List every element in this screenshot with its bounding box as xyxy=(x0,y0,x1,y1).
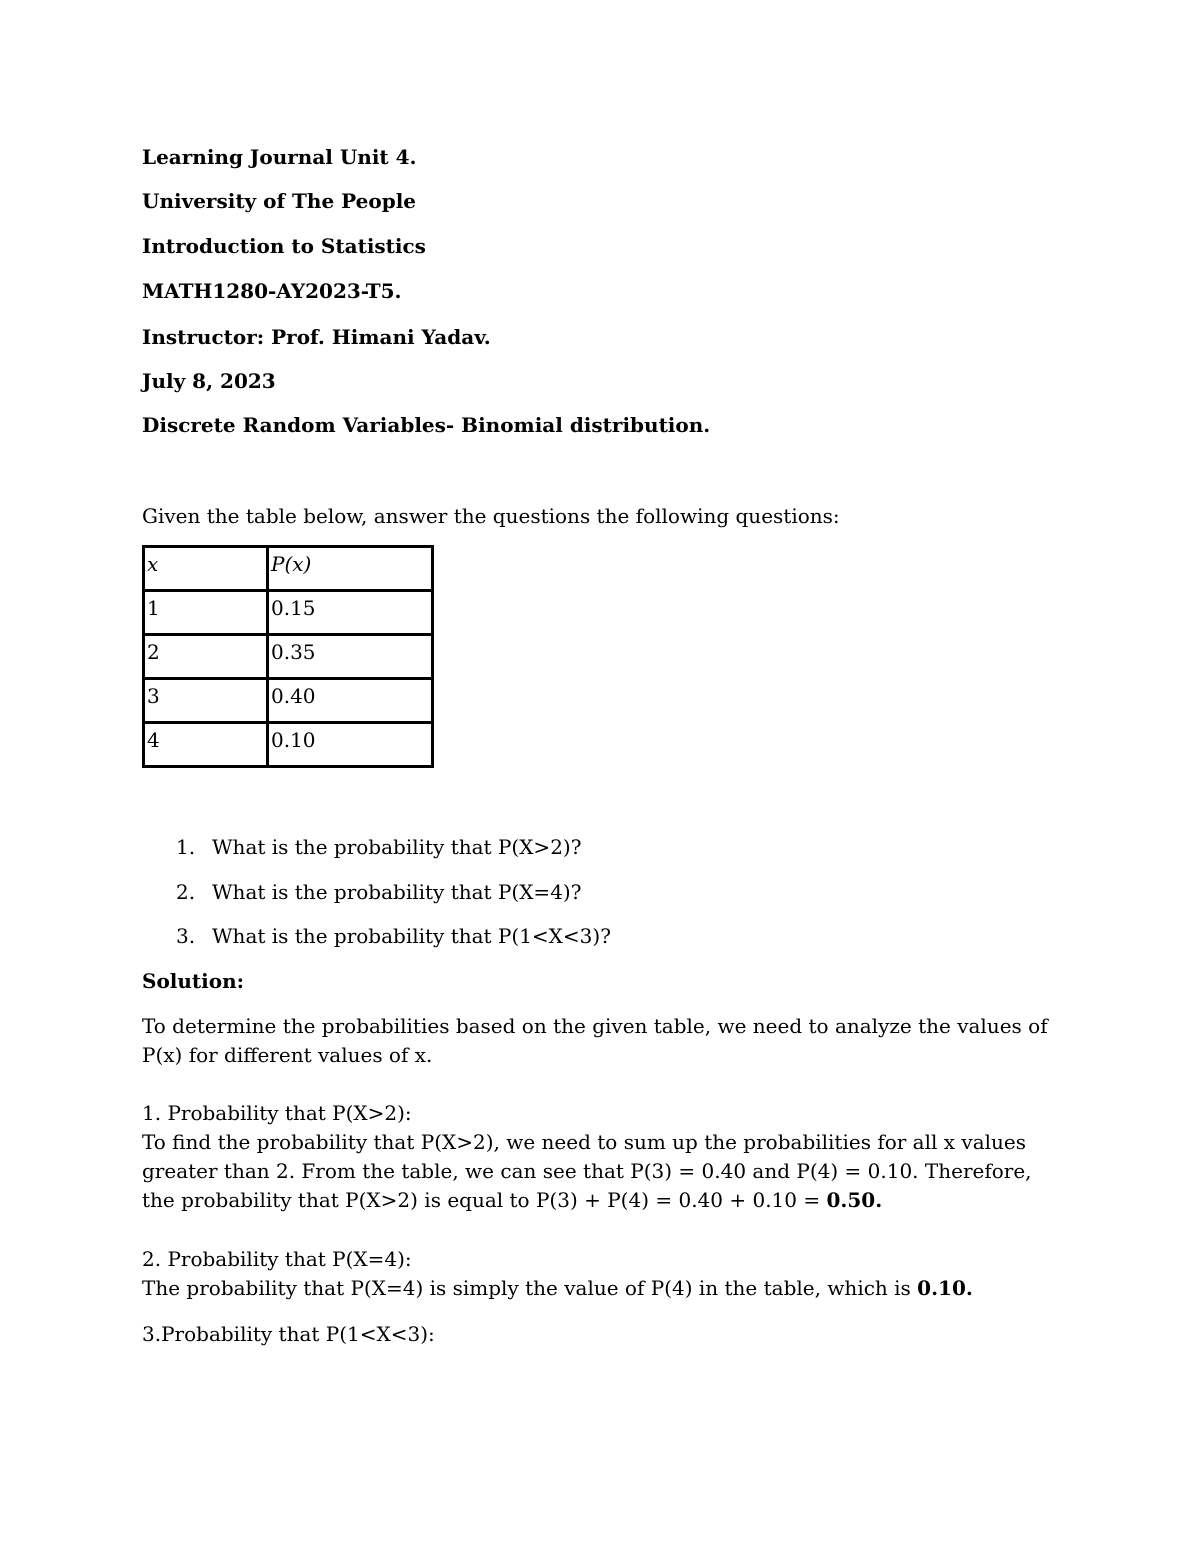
table-row xyxy=(144,635,433,679)
table-cell: 0.10 xyxy=(268,723,433,767)
table-cell: 0.40 xyxy=(268,679,433,723)
topic-line: Discrete Random Variables- Binomial distribution. xyxy=(142,413,711,437)
table-row xyxy=(144,679,433,723)
solution-part-2 xyxy=(142,1245,1062,1303)
part-2-title: 2. Probability that P(X=4): xyxy=(142,1247,412,1271)
journal-title: Learning Journal Unit 4. xyxy=(142,145,417,169)
part-2-body-text: The probability that P(X=4) is simply the value of P(4) in the table, which is xyxy=(142,1276,918,1300)
course-name: Introduction to Statistics xyxy=(142,234,426,258)
table-header-cell: x xyxy=(144,547,268,591)
university-name: University of The People xyxy=(142,189,417,213)
part-1-body xyxy=(142,1128,1062,1215)
question-number: 2. xyxy=(176,879,196,904)
table-row xyxy=(144,591,433,635)
table-cell: 1 xyxy=(144,591,268,635)
part-1-title: 1. Probability that P(X>2): xyxy=(142,1101,412,1125)
solution-part-3 xyxy=(142,1320,1062,1349)
table-cell: 4 xyxy=(144,723,268,767)
part-1-body-text: To find the probability that P(X>2), we need to sum up the probabilities for all x values greater than 2. From the table, we can see that P(3) = 0.40 and P(4) = 0.10. Therefore, the probability that P(X>2) is equal to P(3) + P(4) = 0.40 + 0.10 = xyxy=(142,1130,1032,1212)
question-text: What is the probability that P(1<X<3)? xyxy=(212,924,611,948)
table-header-row xyxy=(144,547,433,591)
solution-heading: Solution: xyxy=(142,969,245,993)
solution-intro xyxy=(142,1012,1062,1070)
part-2-answer: 0.10. xyxy=(917,1276,973,1300)
table-cell: 0.35 xyxy=(268,635,433,679)
table-cell: 2 xyxy=(144,635,268,679)
course-code: MATH1280-AY2023-T5. xyxy=(142,279,402,303)
part-3-title: 3.Probability that P(1<X<3): xyxy=(142,1322,435,1346)
date-line: July 8, 2023 xyxy=(142,369,276,393)
table-cell: 0.15 xyxy=(268,591,433,635)
table-cell: 3 xyxy=(144,679,268,723)
table-intro: Given the table below, answer the questions the following questions: xyxy=(142,504,840,528)
question-number: 3. xyxy=(176,924,196,948)
question-text: What is the probability that P(X>2)? xyxy=(212,835,582,859)
solution-intro-text: To determine the probabilities based on the given table, we need to analyze the values of P(x) for different values of x. xyxy=(142,1014,1048,1067)
question-number: 1. xyxy=(176,835,196,859)
instructor-line: Instructor: Prof. Himani Yadav. xyxy=(142,325,491,349)
question-text: What is the probability that P(X=4)? xyxy=(212,879,582,904)
table-header-cell: P(x) xyxy=(268,547,433,591)
part-1-answer: 0.50. xyxy=(826,1188,883,1212)
solution-part-1 xyxy=(142,1099,1062,1215)
table-row xyxy=(144,723,433,767)
probability-table xyxy=(142,545,434,768)
part-2-body xyxy=(142,1274,1062,1303)
